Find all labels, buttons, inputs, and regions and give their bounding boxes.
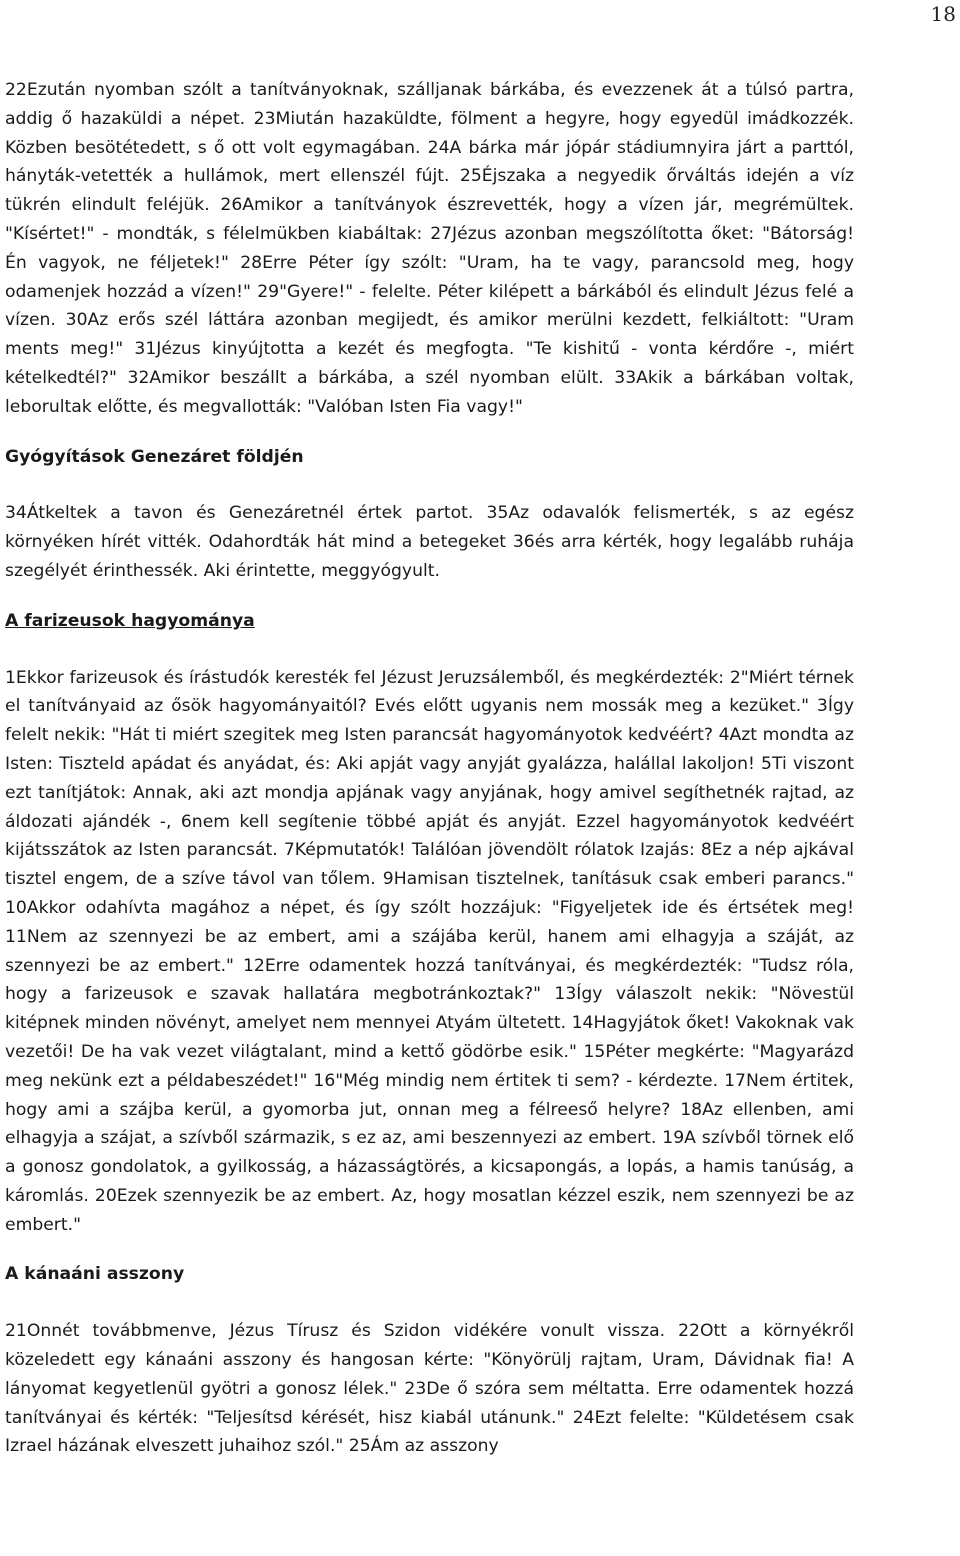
paragraph-walking-on-water: 22Ezután nyomban szólt a tanítványoknak, szálljanak bárkába, és evezzenek át a túlsó partra, addig ő hazaküldi a népet. 23Miután hazaküldte, fölment a hegyre, hogy egyedül imádkozzék. Közben besötétedett, s ő ott volt egymagában. 24A bárka már jópár stádiumnyira járt a parttól, hányták-vetették a hullámok, mert ellenszél fújt. 25Éjszaka a negyedik őrváltás idején a víz tükrén elindult feléjük. 26Amikor a tanítványok észrevették, hogy a vízen jár, megrémültek. "Kísértet!" - mondták, s félelmükben kiabáltak: 27Jézus azonban megszólította őket: "Bátorság! Én vagyok, ne féljetek!" 28Erre Péter így szólt: "Uram, ha te vagy, parancsold meg, hogy odamenjek hozzád a vízen!" 29"Gyere!" - felelte. Péter kilépett a bárkából és elindult Jézus felé a vízen. 30Az erős szél láttára azonban megijedt, és amikor merülni kezdett, felkiáltott: "Uram ments meg!" 31Jézus kinyújtotta a kezét és megfogta. "Te kishitű - vonta kérdőre -, miért kételkedtél?" 32Amikor beszállt a bárkába, a szél nyomban elült. 33Akik a bárkában voltak, leborultak előtte, és megvallották: "Valóban Isten Fia vagy!" [5,80,854,417]
heading-pharisee-tradition: A farizeusok hagyománya [5,610,255,631]
paragraph-pharisee-tradition: 1Ekkor farizeusok és írástudók keresték fel Jézust Jeruzsálemből, és megkérdezték: 2"Miért térnek el tanítványaid az ősök hagyományaitól? Evés előtt ugyanis nem mossák meg a kezüket." 3Így felelt nekik: "Hát ti miért szegitek meg Isten parancsát hagyományotok kedvéért? 4Azt mondta az Isten: Tiszteld apádat és anyádat, és: Aki apját vagy anyját gyalázza, halállal lakoljon! 5Ti viszont ezt tanítjátok: Annak, aki azt mondja apjának vagy anyjának, hogy amivel segíthetnék rajtad, az áldozati ajándék -, 6nem kell segítenie többé apját és anyját. Ezzel hagyományotok kedvéért kijátsszátok az Isten parancsát. 7Képmutatók! Találóan jövendölt rólatok Izajás: 8Ez a nép ajkával tisztel engem, de a szíve távol van tőlem. 9Hamisan tisztelnek, tanításuk csak emberi parancs." 10Akkor odahívta magához a népet, és így szólt hozzájuk: "Figyeljetek ide és értsétek meg! 11Nem az szennyezi be az embert, ami a szájába kerül, hanem ami elhagyja a száját, az szennyezi be az embert." 12Erre odamentek hozzá tanítványai, és megkérdezték: "Tudsz róla, hogy a farizeusok e szavak hallatára megbotránkoztak?" 13Így válaszolt nekik: "Növestül kitépnek minden növényt, amelyet nem mennyei Atyám ültetett. 14Hagyjátok őket! Vakoknak vak vezetői! De ha vak vezet világtalant, mind a kettő gödörbe esik." 15Péter megkérte: "Magyarázd meg nekünk ezt a példabeszédet!" 16"Még mindig nem értitek ti sem? - kérdezte. 17Nem értitek, hogy ami a szájba kerül, a gyomorba jut, onnan meg a félreeső helyre? 18Az ellenben, ami elhagyja a szájat, a szívből származik, s ez az, ami beszennyezi az embert. 19A szívből törnek elő a gonosz gondolatok, a gyilkosság, a házasságtörés, a kicsapongás, a lopás, a hamis tanúság, a káromlás. 20Ezek szennyezik be az embert. Az, hogy mosatlan kézzel eszik, nem szennyezi be az embert." [5,667,854,1235]
page-number: 18 [930,2,956,26]
paragraph-healings-genezaret: 34Átkeltek a tavon és Genezáretnél értek partot. 35Az odavalók felismerték, s az egész környéken hírét vitték. Odahordták hát mind a betegeket 36és arra kérték, hogy legalább ruhája szegélyét érinthessék. Aki érintette, meggyógyult. [5,503,854,581]
document-body [5,76,854,1461]
paragraph-canaanite-woman: 21Onnét továbbmenve, Jézus Tírusz és Szidon vidékére vonult vissza. 22Ott a környékről közeledett egy kánaáni asszony és hangosan kérte: "Könyörülj rajtam, Uram, Dávidnak fia! A lányomat kegyetlenül gyötri a gonosz lélek." 23De ő szóra sem méltatta. Erre odamentek hozzá tanítványai és kérték: "Teljesítsd kérését, hisz kiabál utánunk." 24Ezt felelte: "Küldetésem csak Izrael házának elveszett juhaihoz szól." 25Ám az asszony [5,1321,854,1457]
heading-healings-genezaret: Gyógyítások Genezáret földjén [5,446,304,467]
heading-canaanite-woman: A kánaáni asszony [5,1264,185,1285]
